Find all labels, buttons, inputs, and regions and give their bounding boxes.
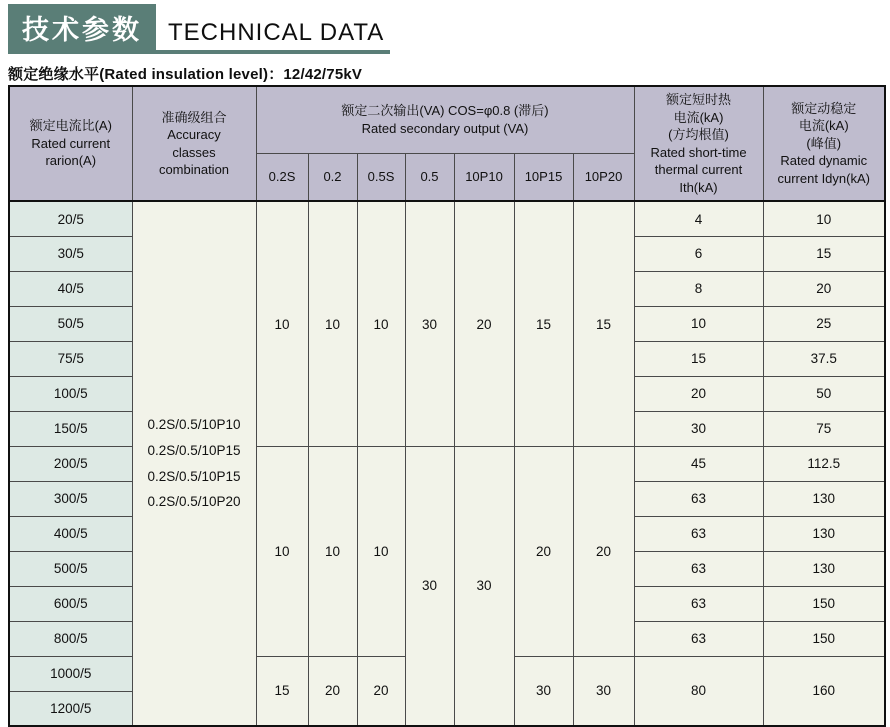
thermal-current-cell: 20 bbox=[634, 376, 763, 411]
thermal-current-cell: 63 bbox=[634, 481, 763, 516]
col-header-0.5S: 0.5S bbox=[357, 153, 405, 201]
thermal-current-cell: 4 bbox=[634, 201, 763, 236]
thermal-current-cell: 63 bbox=[634, 516, 763, 551]
output-value-cell: 20 bbox=[573, 446, 634, 656]
page-title-zh: 技术参数 bbox=[8, 4, 156, 50]
output-value-cell: 10 bbox=[308, 446, 357, 656]
output-value-cell: 10 bbox=[256, 446, 308, 656]
output-value-cell: 15 bbox=[256, 656, 308, 726]
col-header-0.5: 0.5 bbox=[405, 153, 454, 201]
ratio-cell: 1000/5 bbox=[9, 656, 132, 691]
dynamic-current-cell: 20 bbox=[763, 271, 885, 306]
accuracy-combination-line: 0.2S/0.5/10P20 bbox=[147, 494, 241, 510]
thermal-current-cell: 63 bbox=[634, 586, 763, 621]
thermal-current-cell: 80 bbox=[634, 656, 763, 726]
col-header-dynamic-current: 额定动稳定 电流(kA) (峰值) Rated dynamic current Idyn(kA) bbox=[763, 86, 885, 201]
output-value-cell: 15 bbox=[573, 201, 634, 446]
ratio-cell: 100/5 bbox=[9, 376, 132, 411]
table-header bbox=[9, 86, 885, 201]
output-value-cell: 20 bbox=[514, 446, 573, 656]
thermal-current-cell: 63 bbox=[634, 551, 763, 586]
dynamic-current-cell: 37.5 bbox=[763, 341, 885, 376]
masthead bbox=[8, 4, 390, 84]
ratio-cell: 400/5 bbox=[9, 516, 132, 551]
ratio-cell: 75/5 bbox=[9, 341, 132, 376]
col-header-10P20: 10P20 bbox=[573, 153, 634, 201]
page-title-en: TECHNICAL DATA bbox=[168, 19, 385, 46]
thermal-current-cell: 6 bbox=[634, 236, 763, 271]
dynamic-current-cell: 15 bbox=[763, 236, 885, 271]
table-row bbox=[9, 201, 885, 236]
output-value-cell: 30 bbox=[405, 446, 454, 726]
dynamic-current-cell: 25 bbox=[763, 306, 885, 341]
thermal-current-cell: 30 bbox=[634, 411, 763, 446]
dynamic-current-cell: 160 bbox=[763, 656, 885, 726]
output-value-cell: 10 bbox=[256, 201, 308, 446]
ratio-cell: 300/5 bbox=[9, 481, 132, 516]
dynamic-current-cell: 150 bbox=[763, 621, 885, 656]
dynamic-current-cell: 150 bbox=[763, 586, 885, 621]
ratio-cell: 20/5 bbox=[9, 201, 132, 236]
technical-data-table-wrapper bbox=[8, 85, 886, 727]
output-value-cell: 10 bbox=[357, 446, 405, 656]
insulation-level-line: 额定绝缘水平(Rated insulation level)：12/42/75kV bbox=[8, 66, 363, 83]
dynamic-current-cell: 130 bbox=[763, 551, 885, 586]
dynamic-current-cell: 75 bbox=[763, 411, 885, 446]
title-band bbox=[8, 4, 390, 54]
output-value-cell: 20 bbox=[357, 656, 405, 726]
ratio-cell: 150/5 bbox=[9, 411, 132, 446]
ratio-cell: 30/5 bbox=[9, 236, 132, 271]
ratio-cell: 1200/5 bbox=[9, 691, 132, 726]
col-header-0.2S: 0.2S bbox=[256, 153, 308, 201]
dynamic-current-cell: 130 bbox=[763, 481, 885, 516]
thermal-current-cell: 10 bbox=[634, 306, 763, 341]
accuracy-combination-cell bbox=[132, 201, 256, 726]
col-header-0.2: 0.2 bbox=[308, 153, 357, 201]
ratio-cell: 50/5 bbox=[9, 306, 132, 341]
dynamic-current-cell: 50 bbox=[763, 376, 885, 411]
ratio-cell: 600/5 bbox=[9, 586, 132, 621]
dynamic-current-cell: 10 bbox=[763, 201, 885, 236]
col-header-thermal-current: 额定短时热 电流(kA) (方均根值) Rated short-time thermal current Ith(kA) bbox=[634, 86, 763, 201]
output-value-cell: 30 bbox=[405, 201, 454, 446]
col-header-10P15: 10P15 bbox=[514, 153, 573, 201]
accuracy-combination-line: 0.2S/0.5/10P15 bbox=[147, 442, 241, 458]
col-header-accuracy-classes: 准确级组合 Accuracy classes combination bbox=[132, 86, 256, 201]
technical-data-table bbox=[8, 85, 886, 727]
col-header-rated-secondary-output: 额定二次输出(VA) COS=φ0.8 (滞后) Rated secondary output (VA) bbox=[256, 86, 634, 153]
ratio-cell: 40/5 bbox=[9, 271, 132, 306]
col-header-10P10: 10P10 bbox=[454, 153, 514, 201]
output-value-cell: 15 bbox=[514, 201, 573, 446]
output-value-cell: 30 bbox=[454, 446, 514, 726]
ratio-cell: 200/5 bbox=[9, 446, 132, 481]
col-header-rated-current-ratio: 额定电流比(A) Rated current rarion(A) bbox=[9, 86, 132, 201]
thermal-current-cell: 8 bbox=[634, 271, 763, 306]
accuracy-combination-line: 0.2S/0.5/10P10 bbox=[147, 417, 241, 433]
output-value-cell: 10 bbox=[357, 201, 405, 446]
thermal-current-cell: 45 bbox=[634, 446, 763, 481]
output-value-cell: 30 bbox=[573, 656, 634, 726]
thermal-current-cell: 63 bbox=[634, 621, 763, 656]
output-value-cell: 10 bbox=[308, 201, 357, 446]
dynamic-current-cell: 130 bbox=[763, 516, 885, 551]
accuracy-combination-line: 0.2S/0.5/10P15 bbox=[147, 468, 241, 484]
output-value-cell: 20 bbox=[454, 201, 514, 446]
output-value-cell: 30 bbox=[514, 656, 573, 726]
ratio-cell: 500/5 bbox=[9, 551, 132, 586]
ratio-cell: 800/5 bbox=[9, 621, 132, 656]
output-value-cell: 20 bbox=[308, 656, 357, 726]
dynamic-current-cell: 112.5 bbox=[763, 446, 885, 481]
thermal-current-cell: 15 bbox=[634, 341, 763, 376]
table-body bbox=[9, 201, 885, 726]
